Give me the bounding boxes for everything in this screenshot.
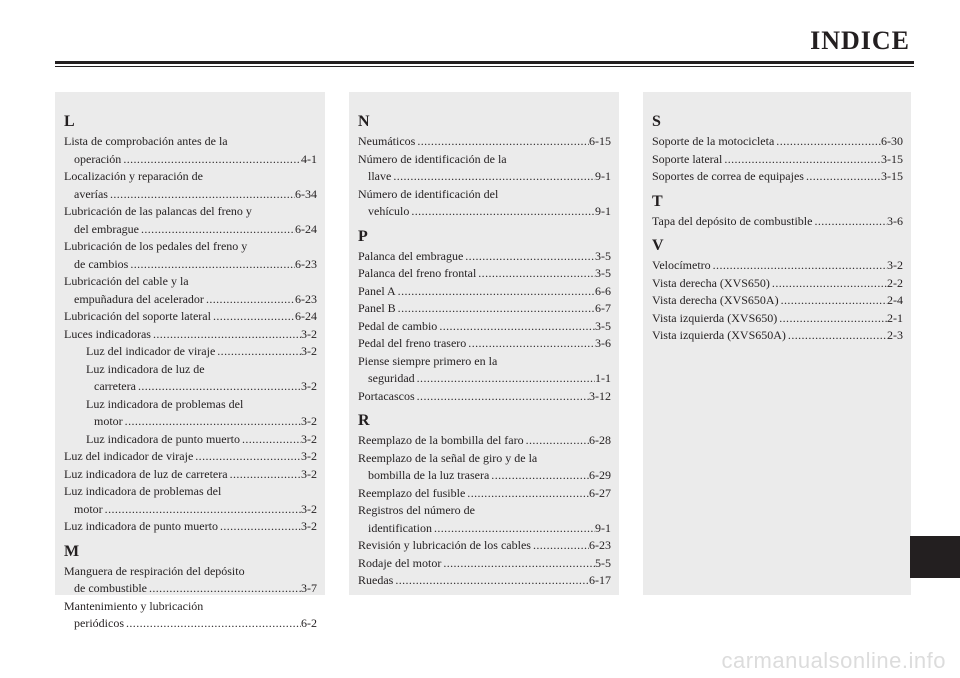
index-column-3 <box>643 92 911 595</box>
entry-text: Reemplazo del fusible <box>358 485 466 500</box>
index-line <box>358 432 611 450</box>
page-ref: 3-2 <box>301 414 317 428</box>
dot-leader <box>215 343 301 361</box>
dot-leader <box>211 308 295 326</box>
index-line <box>64 563 317 581</box>
index-line <box>64 238 317 256</box>
entry-text: Tapa del depósito de combustible <box>652 213 813 228</box>
index-line <box>64 483 317 501</box>
entry-text: del embrague <box>74 221 139 236</box>
index-entry <box>64 563 317 598</box>
dot-leader <box>437 318 595 336</box>
index-line <box>358 318 611 336</box>
index-line <box>64 343 317 361</box>
entry-text: Mantenimiento y lubricación <box>64 598 204 613</box>
entry-text: Panel B <box>358 301 396 315</box>
dot-leader <box>770 275 887 293</box>
page-ref: 1-1 <box>595 371 611 385</box>
dot-leader <box>463 248 595 266</box>
page-ref: 3-2 <box>301 431 317 446</box>
index-line <box>652 168 903 186</box>
dot-leader <box>193 448 301 466</box>
index-line <box>358 186 611 204</box>
index-entry <box>652 327 903 345</box>
index-entry <box>64 598 317 633</box>
entry-text: de combustible <box>74 581 147 595</box>
entry-text: Lubricación del cable y la <box>64 274 189 288</box>
page-ref: 9-1 <box>595 204 611 218</box>
index-entry <box>64 396 317 431</box>
page-ref: 6-30 <box>881 134 903 148</box>
page-ref: 6-23 <box>589 538 611 552</box>
dot-leader <box>524 432 589 450</box>
entry-text: bombilla de la luz trasera <box>368 468 490 482</box>
entry-text: de cambios <box>74 256 129 271</box>
dot-leader <box>396 300 595 318</box>
entry-text: Pedal de cambio <box>358 318 438 333</box>
page-ref: 3-2 <box>301 449 317 463</box>
dot-leader <box>136 378 301 396</box>
section-letter: T <box>652 192 663 210</box>
index-line <box>64 326 317 344</box>
index-line <box>358 353 611 371</box>
page-ref: 9-1 <box>595 520 611 535</box>
index-line <box>64 466 317 484</box>
dot-leader <box>240 431 301 449</box>
index-line <box>358 467 611 485</box>
index-line <box>652 327 903 345</box>
dot-leader <box>151 326 301 344</box>
index-line <box>358 283 611 301</box>
dot-leader <box>465 485 589 503</box>
index-entry <box>64 483 317 518</box>
entry-text: Soporte de la motocicleta <box>652 134 775 148</box>
index-line <box>358 168 611 186</box>
entry-text: Vista derecha (XVS650) <box>652 275 770 290</box>
index-entry <box>64 273 317 308</box>
index-entry <box>358 151 611 186</box>
entry-text: carretera <box>94 379 136 393</box>
index-line <box>64 203 317 221</box>
page-ref: 6-2 <box>301 616 317 630</box>
entry-text: empuñadura del acelerador <box>74 291 204 306</box>
dot-leader <box>786 327 887 345</box>
index-line <box>358 370 611 388</box>
page-ref: 3-2 <box>301 519 317 533</box>
page-ref: 2-2 <box>887 275 903 290</box>
index-line <box>64 256 317 274</box>
index-entry <box>358 248 611 266</box>
entry-text: Luz del indicador de viraje <box>86 344 216 358</box>
index-entry <box>652 213 903 231</box>
index-line <box>358 555 611 573</box>
page-ref: 6-7 <box>595 301 611 315</box>
entry-text: Lista de comprobación antes de la <box>64 134 228 148</box>
index-line <box>652 213 903 231</box>
index-entry <box>652 257 903 275</box>
index-column-2 <box>349 92 619 595</box>
page-ref: 3-6 <box>887 213 903 228</box>
dot-leader <box>103 501 301 519</box>
entry-text: Luz indicadora de problemas del <box>64 484 222 498</box>
index-entry <box>64 326 317 344</box>
index-entry <box>652 151 903 169</box>
index-line <box>358 300 611 318</box>
section-letter: P <box>358 227 368 245</box>
entry-text: Panel A <box>358 283 396 298</box>
page-ref: 3-6 <box>595 336 611 350</box>
dot-leader <box>121 151 301 169</box>
entry-text: seguridad <box>368 371 415 385</box>
index-entry <box>652 168 903 186</box>
entry-text: vehículo <box>368 204 410 218</box>
page-ref: 3-5 <box>595 266 611 280</box>
index-line <box>358 450 611 468</box>
dot-leader <box>415 370 595 388</box>
page-ref: 6-23 <box>295 256 317 271</box>
index-entry <box>64 361 317 396</box>
entry-text: Lubricación de las palancas del freno y <box>64 204 252 218</box>
index-line <box>64 431 317 449</box>
entry-text: Manguera de respiración del depósito <box>64 563 245 578</box>
entry-text: Luz indicadora de luz de carretera <box>64 466 228 481</box>
index-line <box>358 485 611 503</box>
index-column-1 <box>55 92 325 630</box>
entry-text: Vista derecha (XVS650A) <box>652 293 779 307</box>
dot-leader <box>777 310 887 328</box>
index-line <box>652 292 903 310</box>
index-entry <box>64 133 317 168</box>
entry-text: Luz indicadora de punto muerto <box>86 431 240 446</box>
entry-text: Palanca del freno frontal <box>358 266 477 280</box>
page-ref: 2-4 <box>887 293 903 307</box>
entry-text: Soporte lateral <box>652 151 723 166</box>
dot-leader <box>124 615 301 633</box>
index-entry <box>358 265 611 283</box>
index-line <box>64 378 317 396</box>
entry-text: Soportes de correa de equipajes <box>652 169 804 183</box>
page-ref: 6-29 <box>589 468 611 482</box>
dot-leader <box>218 518 301 536</box>
entry-text: Portacascos <box>358 388 415 403</box>
entry-text: llave <box>368 169 392 183</box>
dot-leader <box>812 213 887 231</box>
page-ref: 3-12 <box>589 388 611 403</box>
entry-text: identification <box>368 520 432 535</box>
page-ref: 6-34 <box>295 186 317 201</box>
page-ref: 6-24 <box>295 309 317 323</box>
entry-text: Lubricación de los pedales del freno y <box>64 239 248 253</box>
page-ref: 3-2 <box>301 501 317 516</box>
index-line <box>358 537 611 555</box>
section-tab-marker <box>910 536 960 578</box>
entry-text: Luces indicadoras <box>64 326 151 341</box>
index-entry <box>358 335 611 353</box>
dot-leader <box>128 256 295 274</box>
header-rule-thick <box>55 61 914 64</box>
index-line <box>64 518 317 536</box>
index-entry <box>64 238 317 273</box>
dot-leader <box>531 537 589 555</box>
index-line <box>64 273 317 291</box>
section-letter: R <box>358 412 370 429</box>
index-entry <box>64 431 317 449</box>
section-letter: S <box>652 113 661 130</box>
index-entry <box>652 310 903 328</box>
index-line <box>358 151 611 169</box>
dot-leader <box>123 413 301 431</box>
dot-leader <box>441 555 595 573</box>
index-line <box>64 291 317 309</box>
page-ref: 3-15 <box>881 169 903 183</box>
entry-text: averías <box>74 186 108 201</box>
index-entry <box>358 537 611 555</box>
index-entry <box>358 555 611 573</box>
entry-text: Luz indicadora de luz de <box>86 361 205 376</box>
dot-leader <box>139 221 295 239</box>
index-line <box>64 308 317 326</box>
entry-text: Luz del indicador de viraje <box>64 449 194 463</box>
index-line <box>652 151 903 169</box>
index-entry <box>358 572 611 590</box>
dot-leader <box>204 291 295 309</box>
index-entry <box>652 133 903 151</box>
section-letter: V <box>652 237 664 254</box>
entry-text: Rodaje del motor <box>358 555 442 570</box>
index-entry <box>64 168 317 203</box>
page-ref: 3-2 <box>301 466 317 481</box>
dot-leader <box>466 335 595 353</box>
entry-text: Velocímetro <box>652 258 711 272</box>
index-line <box>64 501 317 519</box>
entry-text: Número de identificación de la <box>358 151 507 166</box>
page-ref: 3-2 <box>301 326 317 341</box>
index-line <box>358 265 611 283</box>
entry-text: operación <box>74 151 122 166</box>
page-ref: 5-5 <box>595 555 611 570</box>
dot-leader <box>391 168 595 186</box>
entry-text: periódicos <box>74 616 124 630</box>
dot-leader <box>432 520 595 538</box>
page-ref: 3-2 <box>301 344 317 358</box>
entry-text: Piense siempre primero en la <box>358 353 498 368</box>
entry-text: Lubricación del soporte lateral <box>64 309 211 323</box>
entry-text: Reemplazo de la bombilla del faro <box>358 433 524 447</box>
index-entry <box>358 186 611 221</box>
page-ref: 6-23 <box>295 291 317 306</box>
entry-text: motor <box>94 414 123 428</box>
index-entry <box>358 432 611 450</box>
index-line <box>64 413 317 431</box>
index-line <box>652 133 903 151</box>
index-line <box>64 168 317 186</box>
index-line <box>652 257 903 275</box>
entry-text: Revisión y lubricación de los cables <box>358 538 531 552</box>
index-line <box>358 203 611 221</box>
dot-leader <box>476 265 595 283</box>
entry-text: Luz indicadora de problemas del <box>86 396 244 411</box>
entry-text: motor <box>74 501 103 516</box>
index-entry <box>64 343 317 361</box>
index-line <box>358 520 611 538</box>
index-entry <box>64 518 317 536</box>
index-entry <box>358 353 611 388</box>
header-rule-thin <box>55 66 914 67</box>
index-line <box>64 186 317 204</box>
index-line <box>64 615 317 633</box>
page-ref: 6-15 <box>589 134 611 148</box>
index-line <box>358 133 611 151</box>
dot-leader <box>415 133 589 151</box>
dot-leader <box>779 292 887 310</box>
index-entry <box>358 133 611 151</box>
entry-text: Localización y reparación de <box>64 169 203 183</box>
index-line <box>64 598 317 616</box>
entry-text: Palanca del embrague <box>358 248 464 263</box>
index-line <box>358 248 611 266</box>
page-ref: 6-17 <box>589 573 611 587</box>
index-line <box>64 221 317 239</box>
page-ref: 6-24 <box>295 221 317 236</box>
page-ref: 3-2 <box>887 258 903 272</box>
page-ref: 3-2 <box>301 379 317 393</box>
index-line <box>64 361 317 379</box>
dot-leader <box>393 572 589 590</box>
page-ref: 3-5 <box>595 248 611 263</box>
entry-text: Reemplazo de la señal de giro y de la <box>358 450 538 465</box>
index-entry <box>358 318 611 336</box>
index-entry <box>64 466 317 484</box>
dot-leader <box>774 133 881 151</box>
page-ref: 2-1 <box>887 310 903 325</box>
index-line <box>652 310 903 328</box>
index-line <box>64 396 317 414</box>
entry-text: Luz indicadora de punto muerto <box>64 519 218 533</box>
index-entry <box>64 448 317 466</box>
section-letter: M <box>64 542 80 560</box>
entry-text: Ruedas <box>358 573 394 587</box>
page-ref: 6-28 <box>589 433 611 447</box>
index-entry <box>64 203 317 238</box>
page-ref: 6-27 <box>589 485 611 500</box>
entry-text: Registros del número de <box>358 503 475 517</box>
index-line <box>358 335 611 353</box>
dot-leader <box>228 466 301 484</box>
index-entry <box>652 275 903 293</box>
index-entry <box>358 283 611 301</box>
entry-text: Número de identificación del <box>358 186 499 201</box>
index-entry <box>358 450 611 485</box>
dot-leader <box>396 283 595 301</box>
index-entry <box>652 292 903 310</box>
index-entry <box>358 388 611 406</box>
index-line <box>64 580 317 598</box>
index-line <box>652 275 903 293</box>
index-entry <box>64 308 317 326</box>
page-ref: 9-1 <box>595 169 611 183</box>
index-entry <box>358 300 611 318</box>
index-line <box>64 448 317 466</box>
index-entry <box>358 502 611 537</box>
dot-leader <box>489 467 589 485</box>
index-line <box>358 502 611 520</box>
page-title: INDICE <box>810 26 910 55</box>
dot-leader <box>147 580 301 598</box>
index-entry <box>358 485 611 503</box>
watermark-text: carmanualsonline.info <box>721 648 946 673</box>
page-ref: 3-7 <box>301 581 317 595</box>
page-ref: 6-6 <box>595 283 611 298</box>
entry-text: Pedal del freno trasero <box>358 336 467 350</box>
section-letter: N <box>358 113 370 130</box>
section-letter: L <box>64 113 75 130</box>
page-ref: 4-1 <box>301 151 317 166</box>
page-ref: 3-15 <box>881 151 903 166</box>
index-line <box>358 388 611 406</box>
entry-text: Vista izquierda (XVS650A) <box>652 328 786 342</box>
dot-leader <box>711 257 887 275</box>
dot-leader <box>415 388 589 406</box>
index-line <box>64 133 317 151</box>
dot-leader <box>108 186 295 204</box>
entry-text: Neumáticos <box>358 134 416 148</box>
dot-leader <box>804 168 881 186</box>
index-line <box>358 572 611 590</box>
dot-leader <box>409 203 595 221</box>
index-line <box>64 151 317 169</box>
dot-leader <box>722 151 881 169</box>
page-ref: 2-3 <box>887 328 903 342</box>
page-ref: 3-5 <box>595 318 611 333</box>
entry-text: Vista izquierda (XVS650) <box>652 310 778 325</box>
